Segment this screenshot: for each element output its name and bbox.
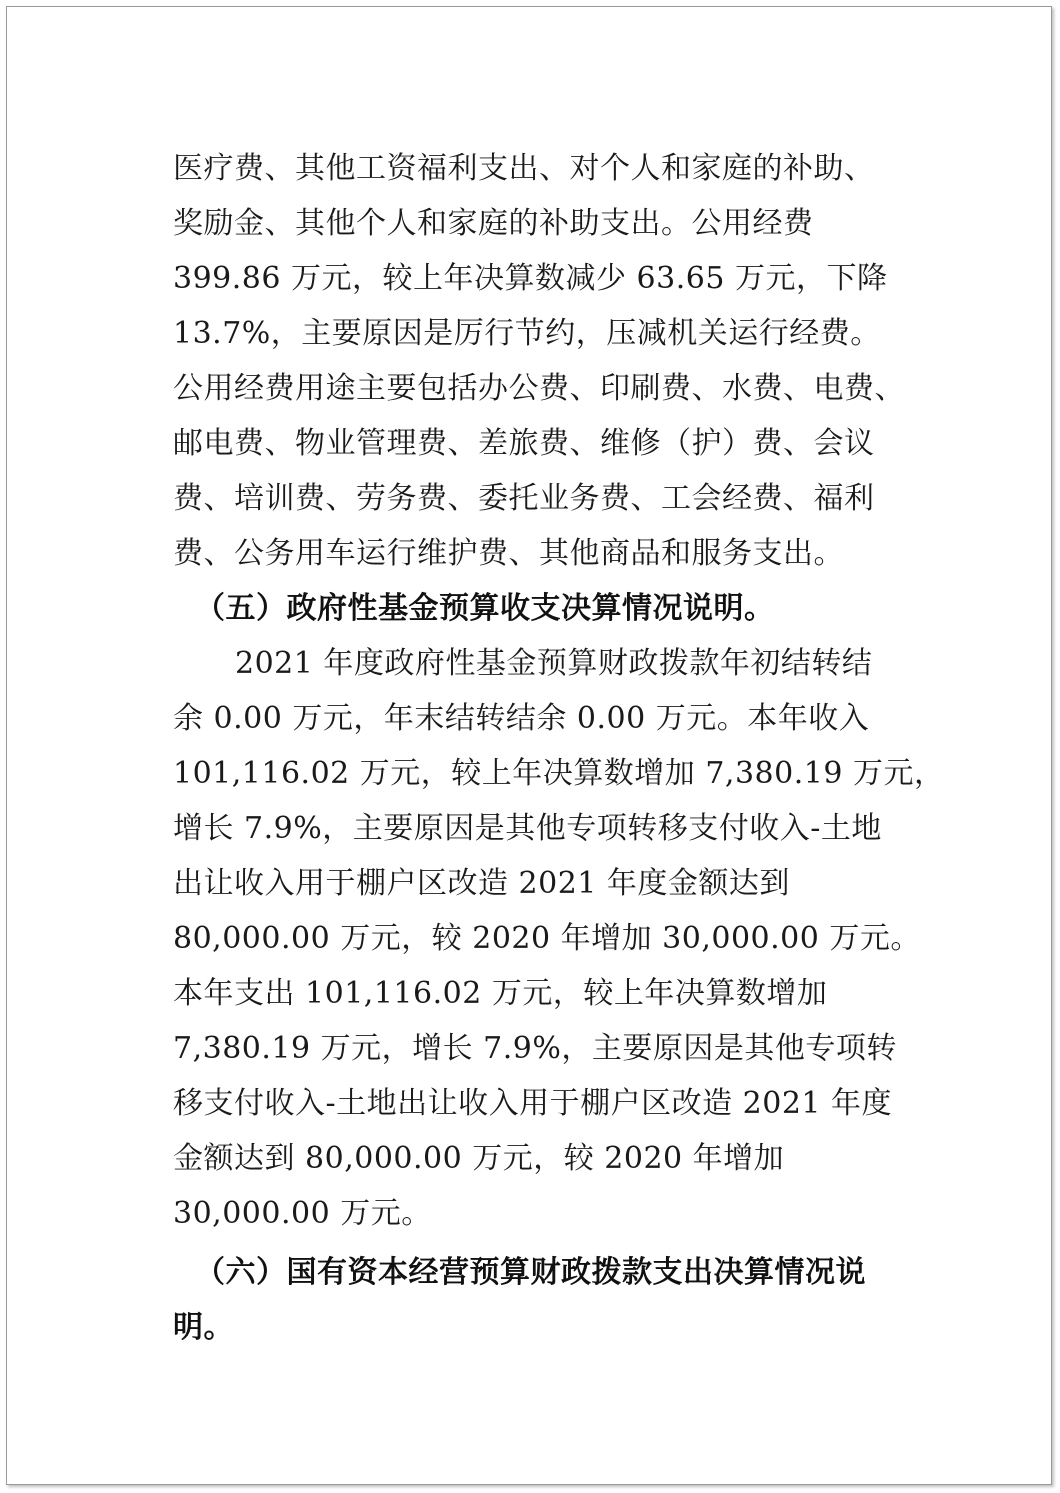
paragraph-line: 30,000.00 万元。: [173, 1196, 432, 1231]
paragraph-line: 本年支出 101,116.02 万元，较上年决算数增加: [173, 976, 828, 1011]
paragraph-line: 奖励金、其他个人和家庭的补助支出。公用经费: [173, 206, 814, 241]
paragraph-line: 2021 年度政府性基金预算财政拨款年初结转结: [235, 646, 873, 681]
section-heading-5: （五）政府性基金预算收支决算情况说明。: [195, 591, 775, 626]
paragraph-line: 公用经费用途主要包括办公费、印刷费、水费、电费、: [173, 371, 905, 406]
paragraph-line: 399.86 万元，较上年决算数减少 63.65 万元，下降: [173, 261, 888, 296]
paragraph-line: 出让收入用于棚户区改造 2021 年度金额达到: [173, 866, 790, 901]
page-frame: [6, 6, 1052, 1485]
paragraph-line: 7,380.19 万元，增长 7.9%，主要原因是其他专项转: [173, 1031, 897, 1066]
paragraph-line: 余 0.00 万元，年末结转结余 0.00 万元。本年收入: [173, 701, 870, 736]
paragraph-line: 医疗费、其他工资福利支出、对个人和家庭的补助、: [173, 151, 875, 186]
document-body: [173, 141, 945, 1355]
section-heading-6-continuation: 明。: [173, 1310, 234, 1345]
paragraph-line: 费、公务用车运行维护费、其他商品和服务支出。: [173, 536, 844, 571]
paragraph-line: 80,000.00 万元，较 2020 年增加 30,000.00 万元。: [173, 921, 921, 956]
paragraph-line: 13.7%，主要原因是厉行节约，压减机关运行经费。: [173, 316, 881, 351]
paragraph-line: 金额达到 80,000.00 万元，较 2020 年增加: [173, 1141, 785, 1176]
paragraph-line: 101,116.02 万元，较上年决算数增加 7,380.19 万元，: [173, 756, 945, 791]
paragraph-line: 费、培训费、劳务费、委托业务费、工会经费、福利: [173, 481, 875, 516]
section-heading-6: （六）国有资本经营预算财政拨款支出决算情况说: [195, 1255, 866, 1290]
paragraph-line: 邮电费、物业管理费、差旅费、维修（护）费、会议: [173, 426, 875, 461]
paragraph-line: 增长 7.9%，主要原因是其他专项转移支付收入-土地: [173, 811, 882, 846]
paragraph-line: 移支付收入-土地出让收入用于棚户区改造 2021 年度: [173, 1086, 893, 1121]
